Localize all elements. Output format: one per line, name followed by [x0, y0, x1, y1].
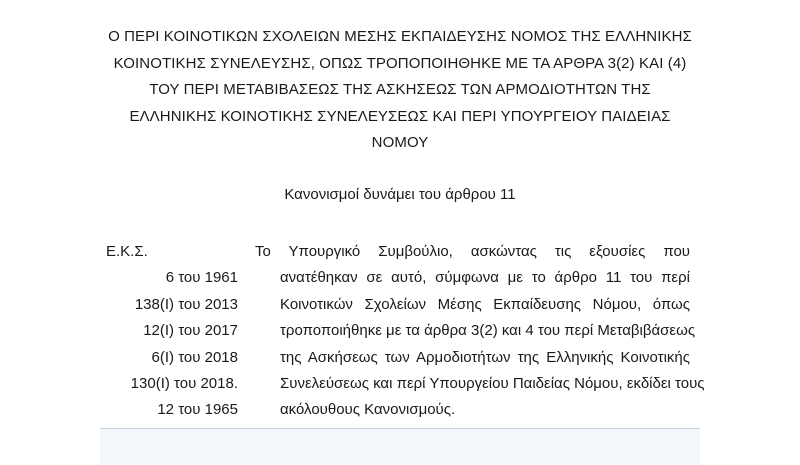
title-line: ΕΛΛΗΝΙΚΗΣ ΚΟΙΝΟΤΙΚΗΣ ΣΥΝΕΛΕΥΣΕΩΣ ΚΑΙ ΠΕΡΙ ΥΠΟΥΡΓΕΙΟΥ ΠΑΙΔΕΙΑΣ	[129, 107, 671, 125]
paragraph-line: τροποποιήθηκε με τα άρθρα 3(2) και 4 του περί Μεταβιβάσεως	[280, 322, 696, 340]
reference-item: 130(Ι) του 2018.	[130, 375, 238, 393]
reference-item: 6(Ι) του 2018	[151, 348, 238, 366]
paragraph-line: Το Υπουργικό Συμβούλιο, ασκώντας τις εξουσίες που	[255, 243, 690, 260]
reference-item: 6 του 1961	[165, 269, 238, 287]
paragraph-line: ακόλουθους Κανονισμούς.	[280, 401, 456, 419]
paragraph-line: Κοινοτικών Σχολείων Μέσης Εκπαίδευσης Νόμου, όπως	[280, 295, 690, 313]
title-line: ΚΟΙΝΟΤΙΚΗΣ ΣΥΝΕΛΕΥΣΗΣ, ΟΠΩΣ ΤΡΟΠΟΠΟΙΗΘΗΚΕ ΜΕ ΤΑ ΑΡΘΡΑ 3(2) ΚΑΙ (4)	[113, 54, 687, 72]
reference-item: 138(Ι) του 2013	[134, 295, 238, 313]
reference-item: 12 του 1965	[157, 401, 238, 419]
title-line: ΤΟΥ ΠΕΡΙ ΜΕΤΑΒΙΒΑΣΕΩΣ ΤΗΣ ΑΣΚΗΣΕΩΣ ΤΩΝ ΑΡΜΟΔΙΟΤΗΤΩΝ ΤΗΣ	[149, 81, 651, 98]
title-line: Ο ΠΕΡΙ ΚΟΙΝΟΤΙΚΩΝ ΣΧΟΛΕΙΩΝ ΜΕΣΗΣ ΕΚΠΑΙΔΕΥΣΗΣ ΝΟΜΟΣ ΤΗΣ ΕΛΛΗΝΙΚΗΣ	[108, 28, 692, 45]
title-line: ΝΟΜΟΥ	[371, 134, 429, 151]
page-footer-band	[100, 429, 700, 465]
paragraph-line: της Ασκήσεως των Αρμοδιοτήτων της Ελληνικής Κοινοτικής	[280, 348, 690, 366]
legal-references-column	[100, 239, 238, 424]
paragraph-line: Συνελεύσεως και περί Υπουργείου Παιδείας Νόμου, εκδίδει τους	[280, 375, 705, 393]
paragraph-line: ανατέθηκαν σε αυτό, σύμφωνα με το άρθρο 11 του περί	[280, 269, 690, 287]
reference-item: Ε.Κ.Σ.	[106, 243, 148, 260]
reference-item: 12(Ι) του 2017	[143, 322, 238, 340]
regulations-subtitle: Κανονισμοί δυνάμει του άρθρου 11	[284, 186, 516, 203]
law-title	[95, 24, 705, 157]
preamble-paragraph	[255, 239, 705, 424]
